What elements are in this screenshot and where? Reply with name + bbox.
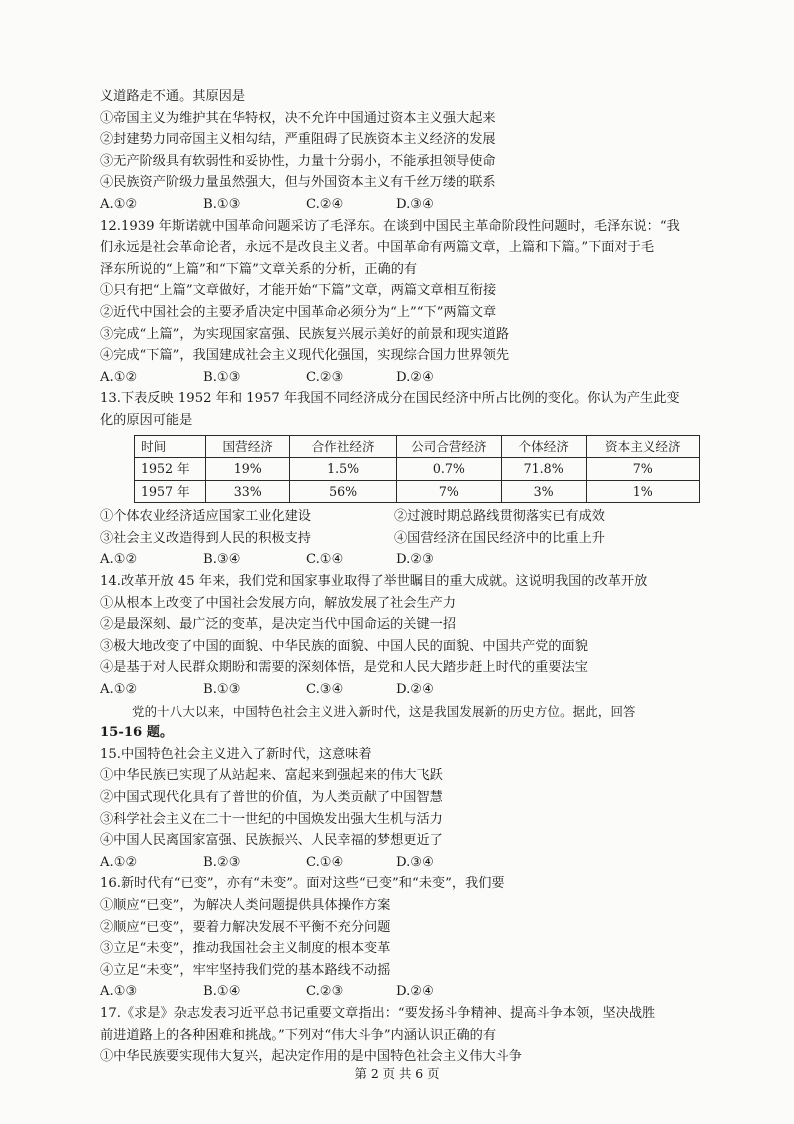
choice-3: ③社会主义改造得到人民的积极支持 [100, 530, 311, 546]
option-a[interactable]: A.①② [100, 552, 138, 568]
table-header-cell: 合作社经济 [290, 435, 397, 458]
choice-1: ①个体农业经济适应国家工业化建设 [100, 509, 311, 525]
question-stem: 17.《求是》杂志发表习近平总书记重要文章指出：“要发扬斗争精神、提高斗争本领，坚决战胜 [100, 1005, 656, 1021]
table-row [135, 458, 700, 481]
option-b[interactable]: B.①④ [203, 984, 241, 1000]
choice-1: ①从根本上改变了中国社会发展方向，解放发展了社会生产力 [100, 595, 457, 611]
choice-4: ④立足“未变”，牢牢坚持我们党的基本路线不动摇 [100, 962, 391, 978]
table-cell: 1957 年 [135, 480, 206, 503]
question-15 [100, 744, 700, 874]
table-cell: 71.8% [501, 458, 586, 481]
table-cell: 0.7% [396, 458, 501, 481]
question-stem: 16.新时代有“已变”，亦有“未变”。面对这些“已变”和“未变”，我们要 [100, 876, 505, 892]
question-14 [100, 571, 700, 701]
table-header-cell: 资本主义经济 [586, 435, 699, 458]
table-header-row [135, 435, 700, 458]
table-cell: 1.5% [290, 458, 397, 481]
option-b[interactable]: B.①③ [203, 682, 241, 698]
table-cell: 7% [586, 458, 699, 481]
choice-3: ③科学社会主义在二十一世纪的中国焕发出强大生机与活力 [100, 811, 443, 827]
choice-2: ②过渡时期总路线贯彻落实已有成效 [394, 509, 605, 525]
question-stem: 前进道路上的各种困难和挑战。”下列对“伟大斗争”内涵认识正确的有 [100, 1027, 497, 1043]
choice-3: ③完成“上篇”，为实现国家富强、民族复兴展示美好的前景和现实道路 [100, 326, 510, 342]
option-b[interactable]: B.③④ [203, 552, 241, 568]
instruction-range: 15-16 题。 [100, 725, 174, 741]
option-d[interactable]: D.②④ [396, 369, 434, 385]
option-d[interactable]: D.③④ [396, 196, 434, 212]
option-c[interactable]: C.②④ [306, 196, 344, 212]
choice-2: ②封建势力同帝国主义相勾结，严重阻碍了民族资本主义经济的发展 [100, 132, 496, 148]
question-stem: 化的原因可能是 [100, 412, 193, 428]
answer-options [100, 194, 700, 216]
option-c[interactable]: C.②③ [306, 984, 344, 1000]
question-stem: 15.中国特色社会主义进入了新时代，这意味着 [100, 746, 372, 762]
question-12 [100, 216, 700, 389]
option-a[interactable]: A.①③ [100, 984, 138, 1000]
choice-4: ④民族资产阶级力量虽然强大，但与外国资本主义有千丝万缕的联系 [100, 175, 496, 191]
page-number: 第 2 页 共 6 页 [354, 1066, 440, 1081]
choice-2: ②是最深刻、最广泛的变革，是决定当代中国命运的关键一招 [100, 617, 457, 633]
table-header-cell: 时间 [135, 435, 206, 458]
answer-options [100, 549, 700, 571]
choice-2: ②近代中国社会的主要矛盾决定中国革命必须分为“上”“下”两篇文章 [100, 304, 497, 320]
question-stem: 们永远是社会革命论者，永远不是改良主义者。中国革命有两篇文章，上篇和下篇。”下面对于毛 [100, 240, 655, 256]
group-instruction [100, 701, 700, 744]
question-stem: 13.下表反映 1952 年和 1957 年我国不同经济成分在国民经济中所占比例的变化。你认为产生此变 [100, 391, 680, 407]
option-a[interactable]: A.①② [100, 369, 138, 385]
option-d[interactable]: D.②④ [396, 682, 434, 698]
option-c[interactable]: C.①④ [306, 552, 344, 568]
question-stem: 泽东所说的“上篇”和“下篇”文章关系的分析，正确的有 [100, 261, 418, 277]
table-cell: 1952 年 [135, 458, 206, 481]
choice-1: ①中华民族已实现了从站起来、富起来到强起来的伟大飞跃 [100, 768, 443, 784]
table-header-cell: 公司合营经济 [396, 435, 501, 458]
exam-page [100, 86, 700, 1068]
table-cell: 3% [501, 480, 586, 503]
choice-2: ②顺应“已变”，要着力解决发展不平衡不充分问题 [100, 919, 391, 935]
option-d[interactable]: D.③④ [396, 854, 434, 870]
option-c[interactable]: C.②③ [306, 369, 344, 385]
answer-options [100, 981, 700, 1003]
option-b[interactable]: B.①③ [203, 369, 241, 385]
choice-1: ①中华民族要实现伟大复兴，起决定作用的是中国特色社会主义伟大斗争 [100, 1049, 522, 1065]
option-c[interactable]: C.③④ [306, 682, 344, 698]
table-cell: 7% [396, 480, 501, 503]
choice-3: ③无产阶级具有软弱性和妥协性，力量十分弱小，不能承担领导使命 [100, 153, 496, 169]
option-d[interactable]: D.②③ [396, 552, 434, 568]
question-17 [100, 1003, 700, 1068]
choice-4: ④完成“下篇”，我国建成社会主义现代化强国，实现综合国力世界领先 [100, 348, 510, 364]
text-line: 义道路走不通。其原因是 [100, 89, 246, 104]
question-13 [100, 388, 700, 571]
option-b[interactable]: B.②③ [203, 854, 241, 870]
choice-1: ①帝国主义为维护其在华特权，决不允许中国通过资本主义强大起来 [100, 110, 496, 126]
option-c[interactable]: C.①④ [306, 854, 344, 870]
choice-1: ①顺应“已变”，为解决人类问题提供具体操作方案 [100, 897, 391, 913]
choice-3: ③立足“未变”，推动我国社会主义制度的根本变革 [100, 941, 391, 957]
choice-1: ①只有把“上篇”文章做好，才能开始“下篇”文章，两篇文章相互衔接 [100, 283, 497, 299]
question-stem: 12.1939 年斯诺就中国革命问题采访了毛泽东。在谈到中国民主革命阶段性问题时，毛泽东说：“我 [100, 218, 680, 234]
table-cell: 33% [206, 480, 290, 503]
option-d[interactable]: D.②④ [396, 984, 434, 1000]
instruction-text: 党的十八大以来，中国特色社会主义进入新时代，这是我国发展新的历史方位。据此，回答 [132, 703, 636, 719]
choice-3: ③极大地改变了中国的面貌、中华民族的面貌、中国人民的面貌、中国共产党的面貌 [100, 638, 588, 654]
question-16 [100, 873, 700, 1003]
option-a[interactable]: A.①② [100, 682, 138, 698]
table-cell: 19% [206, 458, 290, 481]
table-header-cell: 国营经济 [206, 435, 290, 458]
choice-4: ④中国人民离国家富强、民族振兴、人民幸福的梦想更近了 [100, 833, 443, 849]
option-a[interactable]: A.①② [100, 854, 138, 870]
choice-row [100, 506, 700, 528]
choice-2: ②中国式现代化具有了普世的价值，为人类贡献了中国智慧 [100, 790, 443, 805]
question-stem: 14.改革开放 45 年来，我们党和国家事业取得了举世瞩目的重大成就。这说明我国的改革开放 [100, 574, 648, 590]
table-cell: 56% [290, 480, 397, 503]
question-11-tail [100, 86, 700, 216]
table-header-cell: 个体经济 [501, 435, 586, 458]
answer-options [100, 852, 700, 874]
choice-4: ④国营经济在国民经济中的比重上升 [394, 530, 605, 546]
answer-options [100, 679, 700, 701]
table-row [135, 480, 700, 503]
option-b[interactable]: B.①③ [203, 196, 241, 212]
table-cell: 1% [586, 480, 699, 503]
choice-row [100, 528, 700, 550]
answer-options [100, 367, 700, 389]
option-a[interactable]: A.①② [100, 196, 138, 212]
choice-4: ④是基于对人民群众期盼和需要的深刻体悟，是党和人民大踏步赶上时代的重要法宝 [100, 660, 588, 676]
economy-table [134, 435, 700, 504]
